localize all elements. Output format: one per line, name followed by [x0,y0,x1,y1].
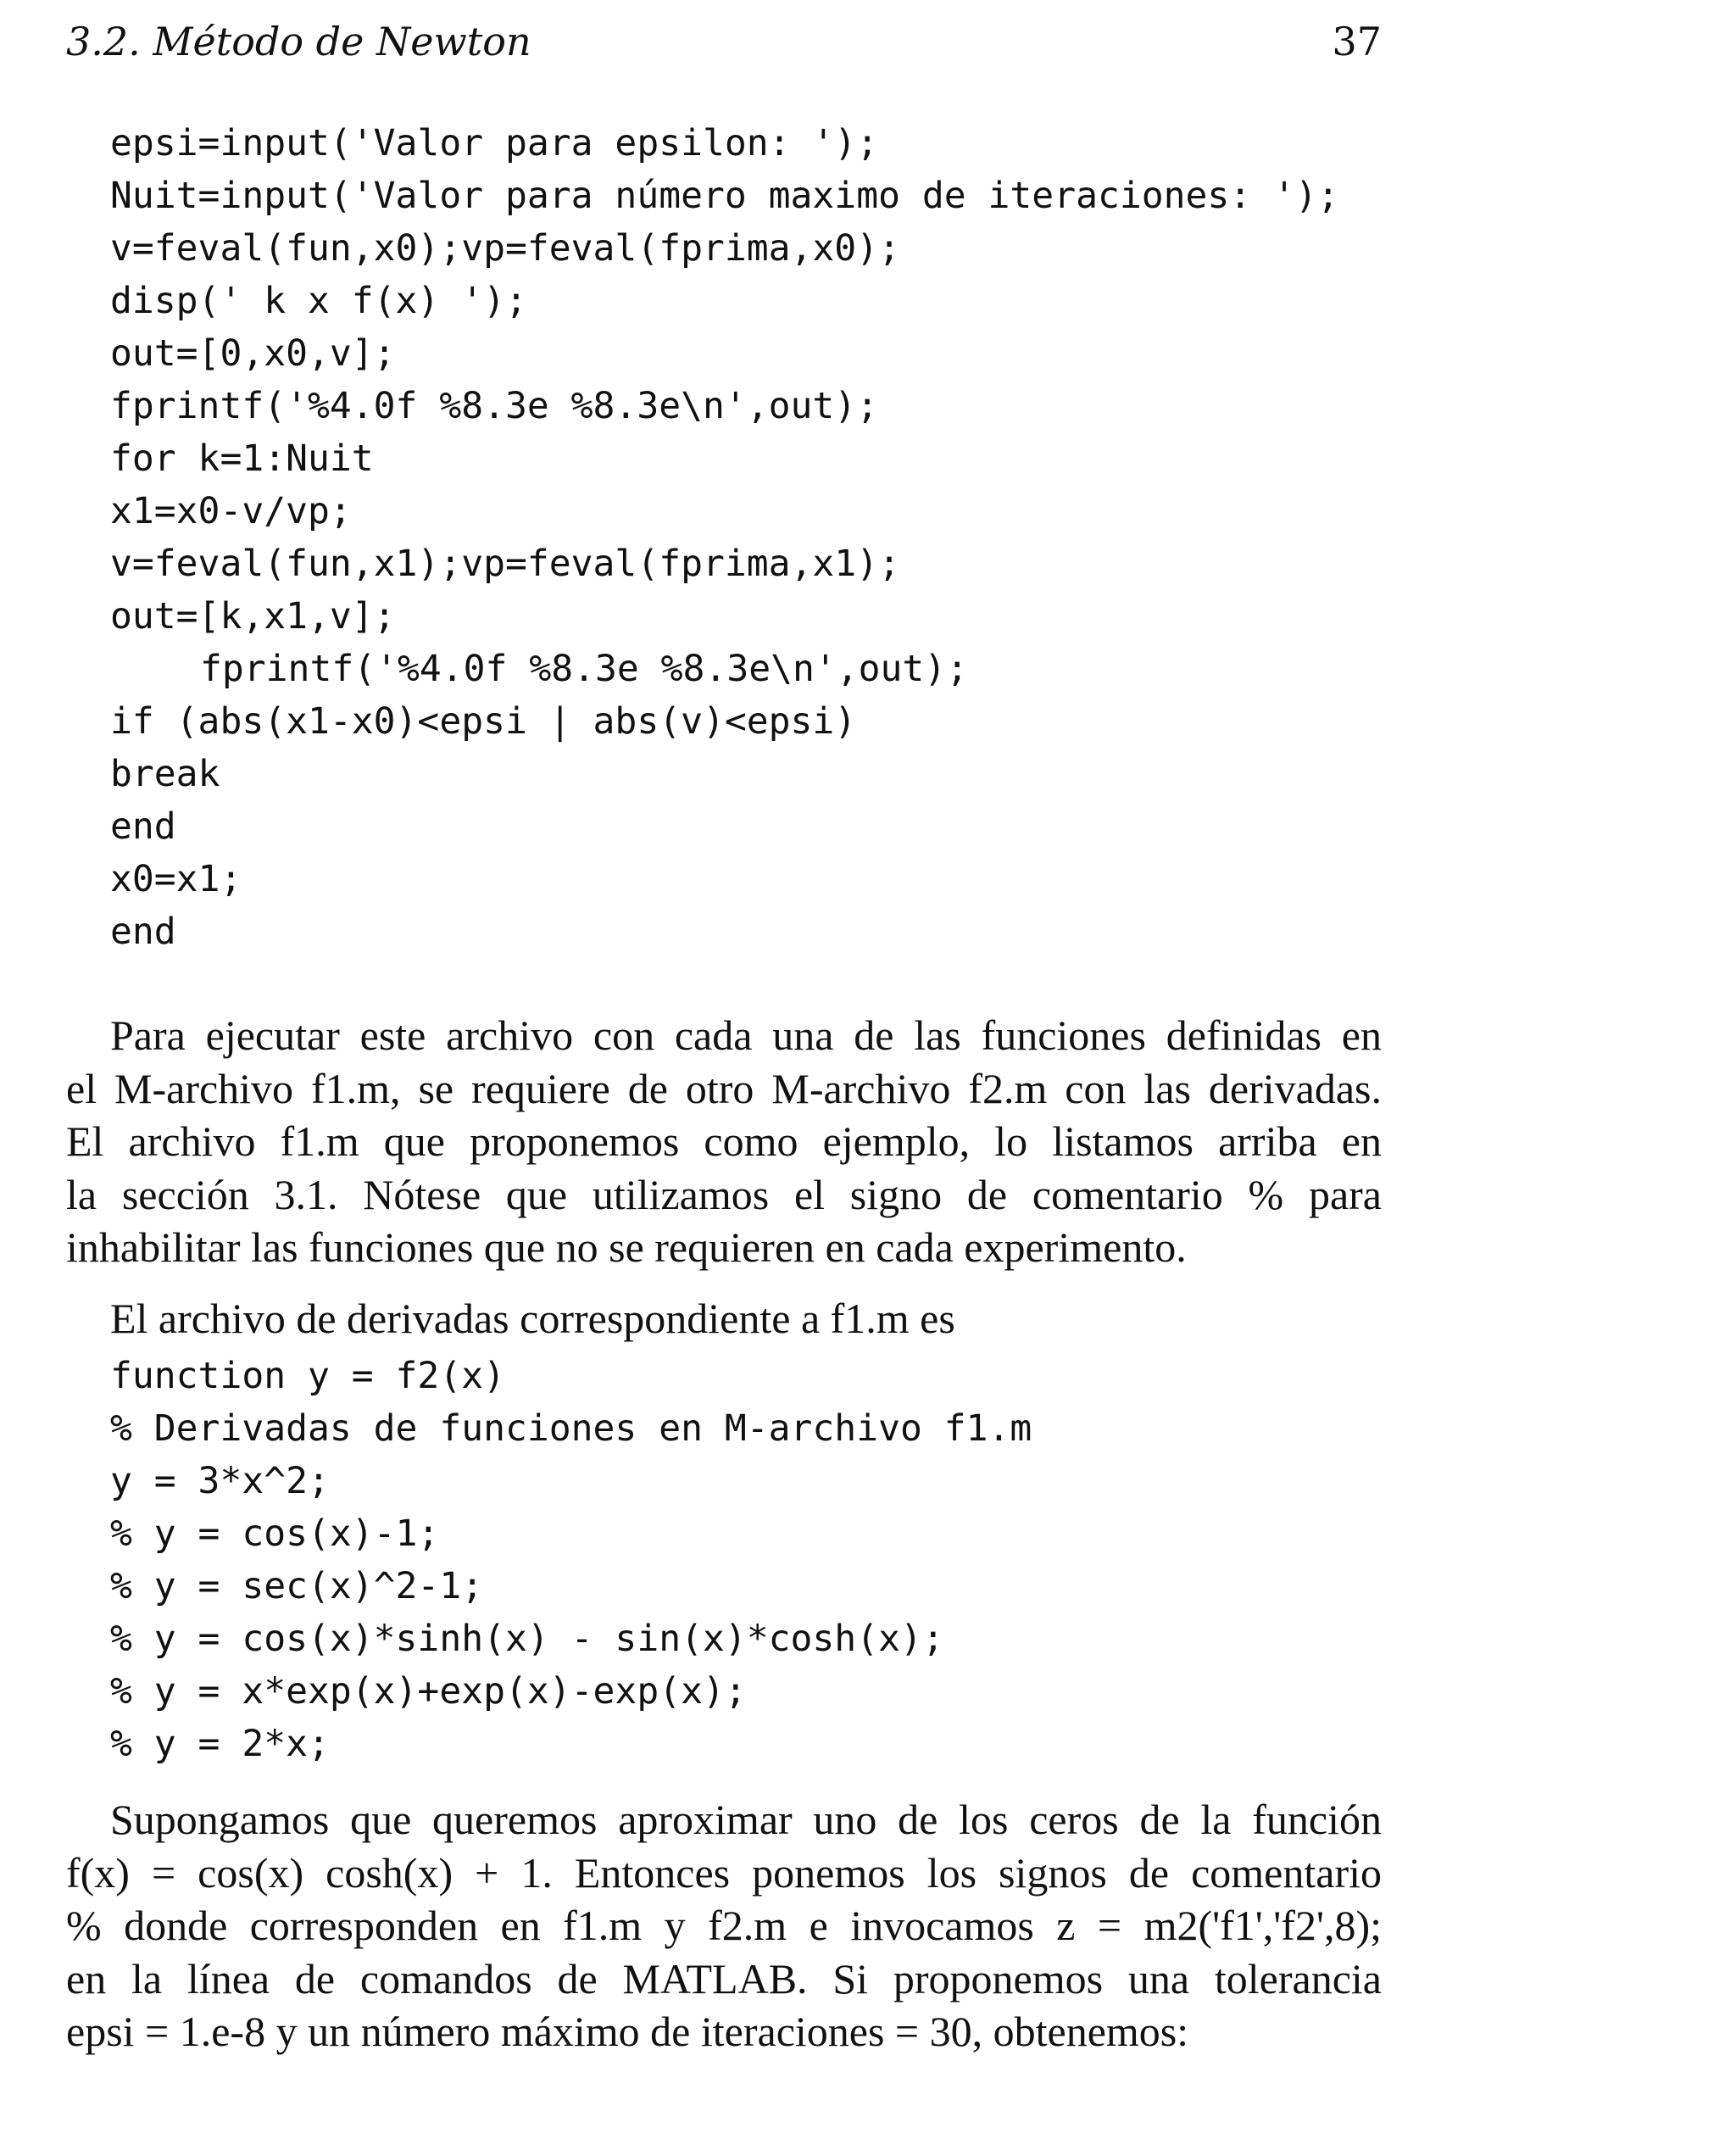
code-line: out=[0,x0,v]; [110,332,396,375]
code-line: % y = cos(x)*sinh(x) - sin(x)*cosh(x); [110,1618,944,1660]
code-line: v=feval(fun,x1);vp=feval(fprima,x1); [110,543,900,585]
paragraph-line: f(x) = cos(x) cosh(x) + 1. Entonces ponemos los signos de comentario [66,1848,1382,1897]
paragraph-2-intro: El archivo de derivadas correspondiente a f1.m es [110,1295,955,1342]
running-head: 3.2. Método de Newton [66,19,531,64]
code-line: % Derivadas de funciones en M-archivo f1.m [110,1407,1032,1450]
paragraph-line: Supongamos que queremos aproximar uno de los ceros de la función [110,1796,1382,1843]
paragraph-line: % donde corresponden en f1.m y f2.m e invocamos z = m2('f1','f2',8); [66,1902,1382,1949]
paragraph-line: inhabilitar las funciones que no se requieren en cada experimento. [66,1223,1187,1271]
code-line: epsi=input('Valor para epsilon: '); [110,122,879,164]
code-line: v=feval(fun,x0);vp=feval(fprima,x0); [110,227,900,270]
code-line: % y = x*exp(x)+exp(x)-exp(x); [110,1670,747,1713]
code-line: function y = f2(x) [110,1355,505,1397]
code-line: fprintf('%4.0f %8.3e %8.3e\n',out); [110,385,879,427]
code-line: % y = sec(x)^2-1; [110,1565,484,1607]
paragraph-line: en la línea de comandos de MATLAB. Si proponemos una tolerancia [66,1954,1382,2003]
page-header [66,19,1382,70]
paragraph-line: El archivo f1.m que proponemos como ejemplo, lo listamos arriba en [66,1117,1382,1165]
paragraph-line: la sección 3.1. Nótese que utilizamos el signo de comentario % para [66,1170,1382,1218]
paragraph-line: Para ejecutar este archivo con cada una de las funciones definidas en [110,1011,1382,1059]
paragraph-line: el M-archivo f1.m, se requiere de otro M-archivo f2.m con las derivadas. [66,1064,1382,1112]
code-line: % y = 2*x; [110,1723,330,1765]
code-line: fprintf('%4.0f %8.3e %8.3e\n',out); [200,648,969,690]
code-line: for k=1:Nuit [110,437,374,480]
code-line: % y = cos(x)-1; [110,1512,440,1555]
code-line: out=[k,x1,v]; [110,595,396,638]
paragraph-line: epsi = 1.e-8 y un número máximo de iteraciones = 30, obtenemos: [66,2008,1189,2055]
code-line: if (abs(x1-x0)<epsi | abs(v)<epsi) [110,700,857,743]
code-line: disp(' k x f(x) '); [110,280,527,322]
page-number: 37 [1332,19,1382,64]
paragraph-1 [66,1009,1382,1274]
code-line: end [110,805,176,848]
code-line: Nuit=input('Valor para número maximo de iteraciones: '); [110,175,1339,217]
code-line: break [110,753,220,795]
code-line: end [110,911,176,953]
code-line: y = 3*x^2; [110,1460,330,1502]
code-line: x1=x0-v/vp; [110,490,352,532]
code-line: x0=x1; [110,858,242,900]
paragraph-3 [66,1793,1382,2058]
